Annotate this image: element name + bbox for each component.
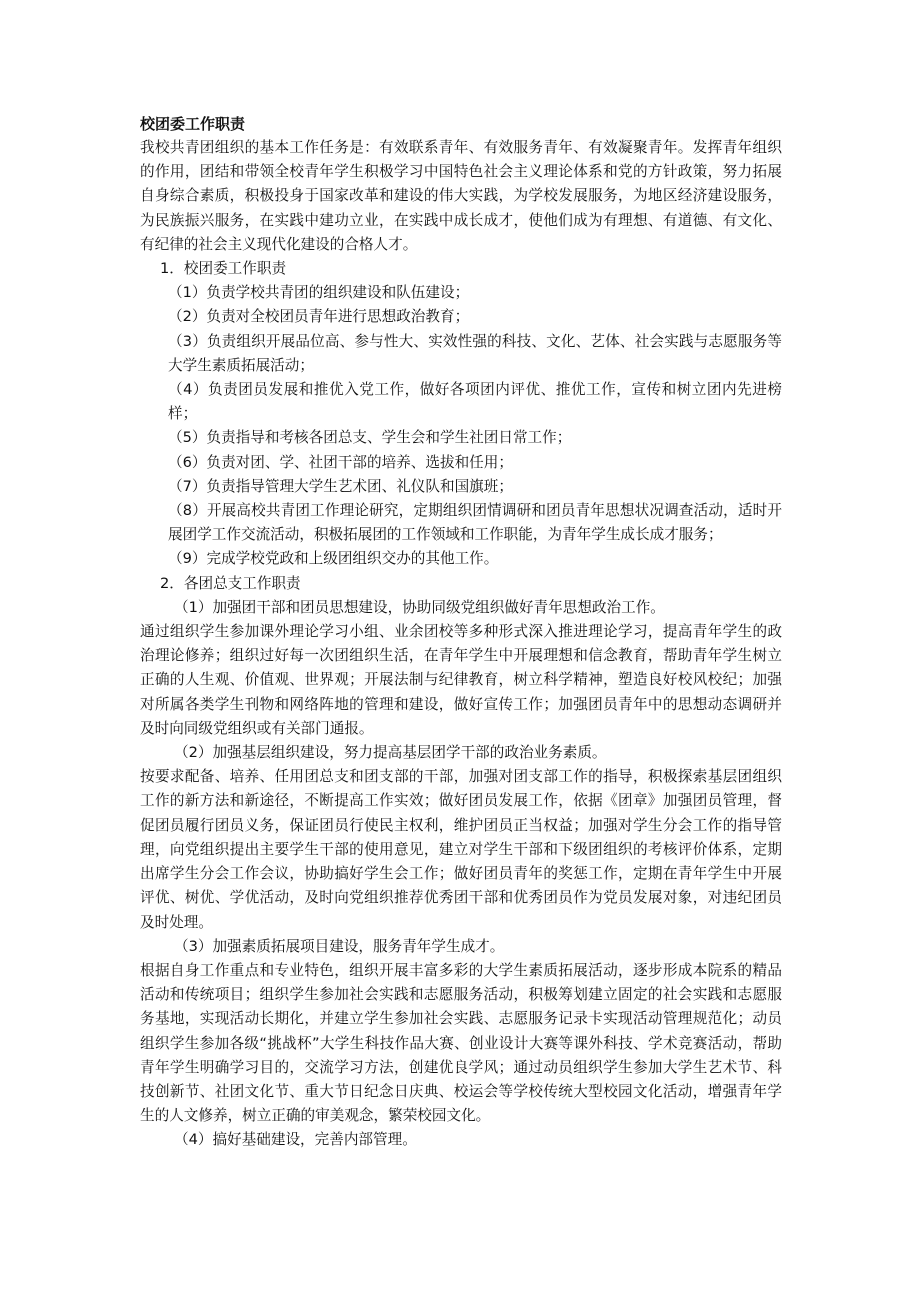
section1-item: （4）负责团员发展和推优入党工作，做好各项团内评优、推优工作，宣传和树立团内先进榜样；	[168, 381, 782, 423]
section1-item: （8）开展高校共青团工作理论研究，定期组织团情调研和团员青年思想状况调查活动，适时开展团学工作交流活动，积极拓展团的工作领域和工作职能，为青年学生成长成才服务；	[168, 502, 782, 544]
section2-item-heading: （1）加强团干部和团员思想建设，协助同级党组织做好青年思想政治工作。	[174, 598, 665, 616]
section2-item-heading: （4）搞好基础建设，完善内部管理。	[174, 1131, 417, 1149]
section1-item: （7）负责指导管理大学生艺术团、礼仪队和国旗班；	[168, 477, 513, 495]
section2-item-heading: （2）加强基层组织建设，努力提高基层团学干部的政治业务素质。	[174, 744, 607, 762]
section2-item-body: 根据自身工作重点和专业特色，组织开展丰富多彩的大学生素质拓展活动，逐步形成本院系的精品活动和传统项目；组织学生参加社会实践和志愿服务活动，积极筹划建立固定的社会实践和志愿服务基地，实现活动长期化，并建立学生参加社会实践、志愿服务记录卡实现活动管理规范化；动员组织学生参加各级“挑战杯”大学生科技作品大赛、创业设计大赛等课外科技、学术竞赛活动，帮助青年学生明确学习目的，交流学习方法，创建优良学风；通过动员组织学生参加大学生艺术节、科技创新节、社团文化节、重大节日纪念日庆典、校运会等学校传统大型校园文化活动，增强青年学生的人文修养，树立正确的审美观念，繁荣校园文化。	[140, 961, 782, 1125]
section2-item-body: 通过组织学生参加课外理论学习小组、业余团校等多种形式深入推进理论学习，提高青年学生的政治理论修养；组织过好每一次团组织生活，在青年学生中开展理想和信念教育，帮助青年学生树立正确的人生观、价值观、世界观；开展法制与纪律教育，树立科学精神，塑造良好校风校纪；加强对所属各类学生刊物和网络阵地的管理和建设，做好宣传工作；加强团员青年中的思想动态调研并及时向同级党组织或有关部门通报。	[140, 623, 782, 737]
section1-item: （2）负责对全校团员青年进行思想政治教育；	[168, 308, 470, 326]
section1-item: （5）负责指导和考核各团总支、学生会和学生社团日常工作；	[168, 429, 572, 447]
intro-paragraph: 我校共青团组织的基本工作任务是：有效联系青年、有效服务青年、有效凝聚青年。发挥青年组织的作用，团结和带领全校青年学生积极学习中国特色社会主义理论体系和党的方针政策，努力拓展自身综合素质，积极投身于国家改革和建设的伟大实践，为学校发展服务，为地区经济建设服务，为民族振兴服务，在实践中建功立业，在实践中成长成才，使他们成为有理想、有道德、有文化、有纪律的社会主义现代化建设的合格人才。	[140, 139, 782, 253]
document-body	[140, 112, 782, 1153]
document-title: 校团委工作职责	[140, 115, 246, 133]
section1-item: （9）完成学校党政和上级团组织交办的其他工作。	[168, 550, 499, 568]
section1-item: （1）负责学校共青团的组织建设和队伍建设；	[168, 284, 470, 302]
section2-heading: 2．各团总支工作职责	[160, 574, 301, 592]
section1-item: （6）负责对团、学、社团干部的培养、选拔和任用；	[168, 453, 513, 471]
section1-item: （3）负责组织开展品位高、参与性大、实效性强的科技、文化、艺体、社会实践与志愿服务等大学生素质拓展活动；	[168, 332, 782, 374]
section2-item-heading: （3）加强素质拓展项目建设，服务青年学生成才。	[174, 937, 505, 955]
section1-heading: 1．校团委工作职责	[160, 260, 287, 278]
section2-item-body: 按要求配备、培养、任用团总支和团支部的干部，加强对团支部工作的指导，积极探索基层团组织工作的新方法和新途径，不断提高工作实效；做好团员发展工作，依据《团章》加强团员管理，督促团员履行团员义务，保证团员行使民主权利，维护团员正当权益；加强对学生分会工作的指导管理，向党组织提出主要学生干部的使用意见，建立对学生干部和下级团组织的考核评价体系，定期出席学生分会工作会议，协助搞好学生会工作；做好团员青年的奖惩工作，定期在青年学生中开展评优、树优、学优活动，及时向党组织推荐优秀团干部和优秀团员作为党员发展对象，对违纪团员及时处理。	[140, 768, 782, 931]
